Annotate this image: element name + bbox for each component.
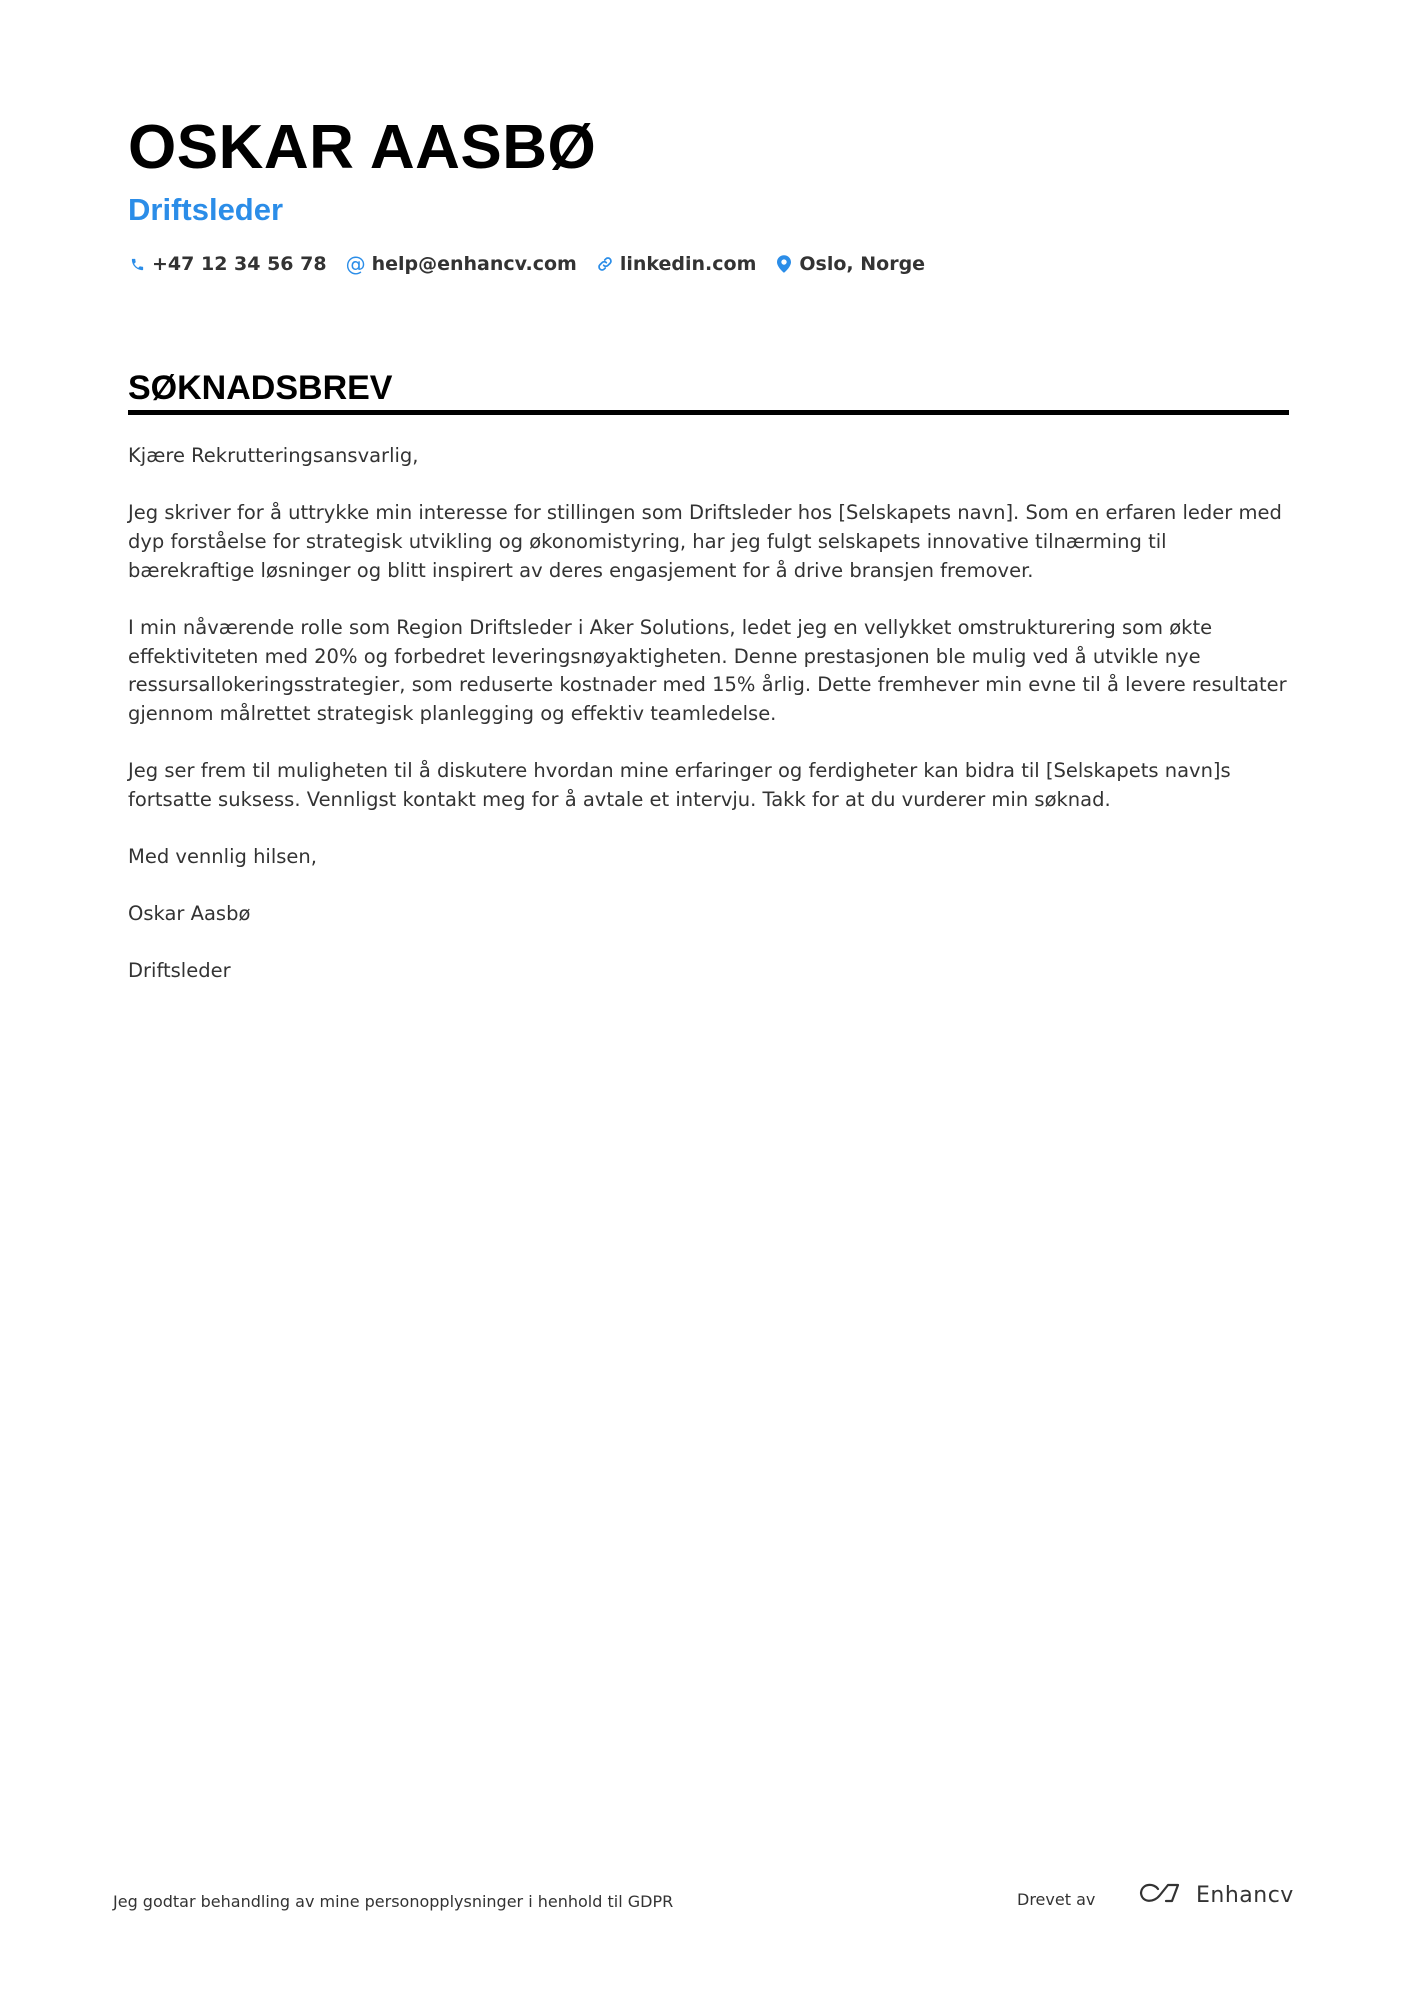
location-text: Oslo, Norge bbox=[799, 253, 926, 275]
section-divider bbox=[128, 410, 1289, 415]
contact-linkedin[interactable] bbox=[596, 253, 757, 275]
letter-body bbox=[128, 442, 1293, 1015]
brand-logo[interactable] bbox=[1138, 1880, 1294, 1910]
email-text: help@enhancv.com bbox=[371, 253, 577, 275]
candidate-role: Driftsleder bbox=[128, 192, 284, 227]
link-icon bbox=[596, 254, 614, 274]
letter-paragraph: I min nåværende rolle som Region Driftsleder i Aker Solutions, ledet jeg en vellykket omstrukturering som økte effektiviteten med 20% og forbedret leveringsnøyaktigheten. Denne prestasjonen ble mulig ved å utvikle nye ressursallokeringsstrategier, som reduserte kostnader med 15% årlig. Dette fremhever min evne til å levere resultater gjennom målrettet strategisk planlegging og effektiv teamledelse. bbox=[128, 615, 1287, 725]
contact-location bbox=[775, 253, 925, 275]
gdpr-note: Jeg godtar behandling av mine personopplysninger i henhold til GDPR bbox=[113, 1892, 674, 1911]
phone-icon bbox=[128, 254, 146, 274]
linkedin-text: linkedin.com bbox=[619, 253, 757, 275]
location-pin-icon bbox=[775, 254, 793, 274]
at-icon: @ bbox=[345, 252, 366, 276]
letter-paragraph: Jeg skriver for å uttrykke min interesse for stillingen som Driftsleder hos [Selskapets navn]. Som en erfaren leder med dyp forståelse for strategisk utvikling og økonomistyring, har jeg fulgt selskapets innovative tilnærming til bærekraftige løsninger og blitt inspirert av deres engasjement for å drive bransjen fremover. bbox=[128, 501, 1282, 582]
contact-email[interactable] bbox=[346, 252, 577, 276]
contact-bar bbox=[128, 252, 944, 276]
brand-name: Enhancv bbox=[1196, 1882, 1294, 1908]
signature-title: Driftsleder bbox=[128, 959, 231, 983]
candidate-name: OSKAR AASBØ bbox=[128, 113, 597, 182]
signature-name: Oskar Aasbø bbox=[128, 902, 251, 926]
letter-closing: Med vennlig hilsen, bbox=[128, 845, 317, 869]
letter-greeting: Kjære Rekrutteringsansvarlig, bbox=[128, 444, 419, 467]
powered-by-label: Drevet av bbox=[1017, 1890, 1096, 1909]
letter-paragraph: Jeg ser frem til muligheten til å diskutere hvordan mine erfaringer og ferdigheter kan bidra til [Selskapets navn]s fortsatte suksess. Vennligst kontakt meg for å avtale et intervju. Takk for at du vurderer min søknad. bbox=[128, 759, 1231, 811]
section-title: SØKNADSBREV bbox=[128, 369, 393, 407]
contact-phone[interactable] bbox=[128, 253, 327, 275]
enhancv-logo-icon bbox=[1138, 1880, 1184, 1910]
phone-text: +47 12 34 56 78 bbox=[152, 253, 327, 275]
